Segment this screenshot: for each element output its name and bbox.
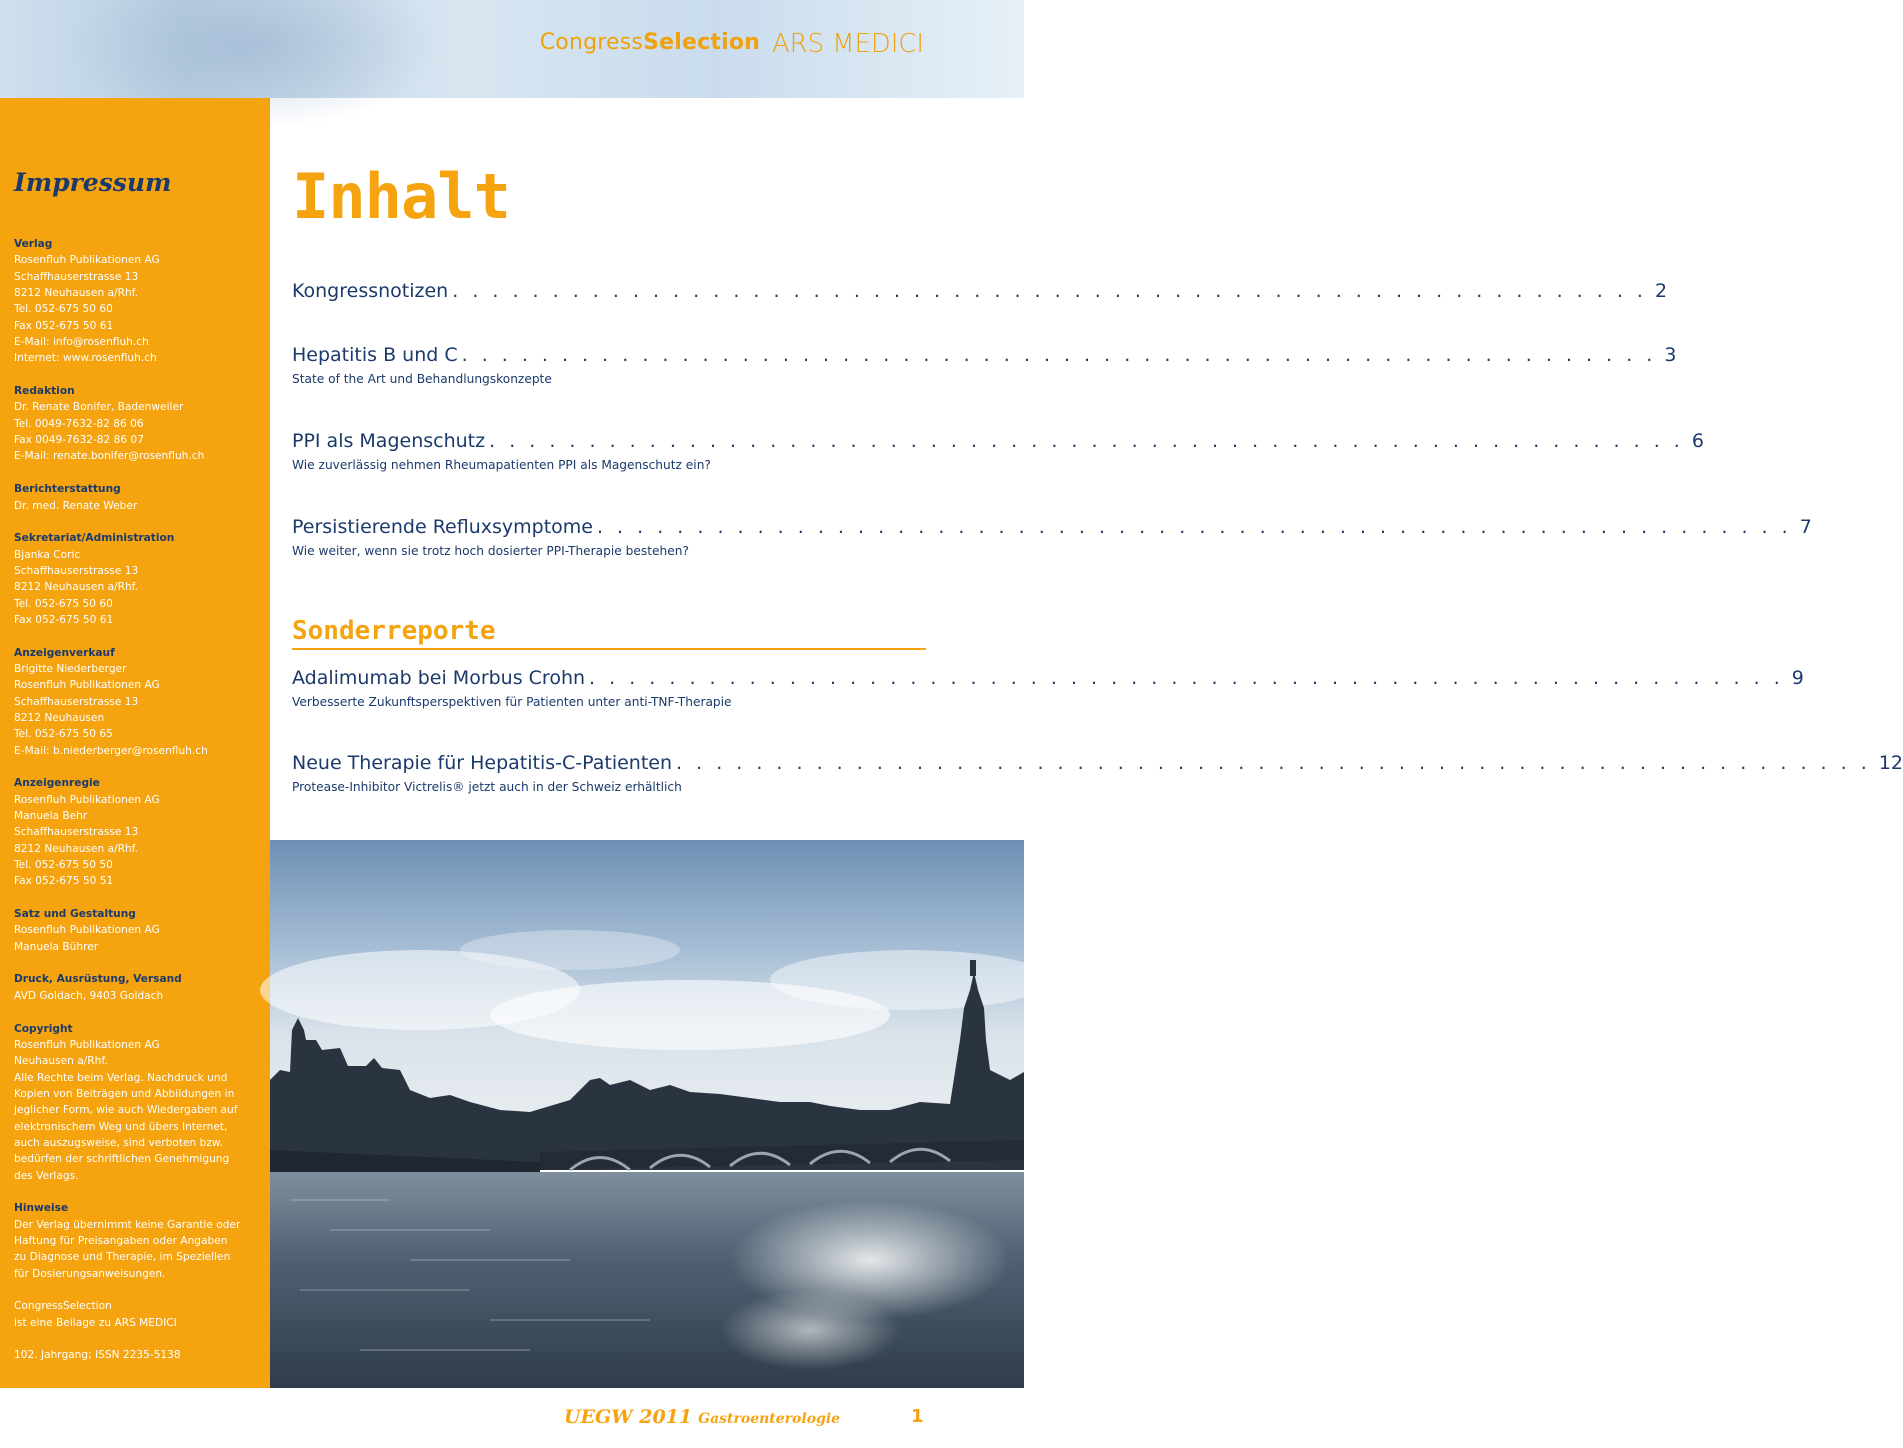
toc-leader-dots: . . . . . . . . . . . . . . . . . . . . . . . . . . . . . . . . . . . . . . . . . . . . . . . . . . . . . . . . . . . . xyxy=(596,516,1792,538)
toc-entry-title: Adalimumab bei Morbus Crohn xyxy=(292,667,586,689)
impressum-line: 8212 Neuhausen a/Rhf. xyxy=(14,287,138,300)
impressum-line: auch auszugsweise, sind verboten bzw. xyxy=(14,1136,223,1149)
impressum-section-heading: Anzeigenverkauf xyxy=(14,646,115,659)
impressum-line: Schaffhauserstrasse 13 xyxy=(14,695,139,708)
toc-leader-dots: . . . . . . . . . . . . . . . . . . . . . . . . . . . . . . . . . . . . . . . . . . . . . . . . . . . . . . . . . . . . xyxy=(676,752,1871,774)
toc-page-number: 7 xyxy=(1799,516,1812,538)
impressum-line: Dr. med. Renate Weber xyxy=(14,499,138,512)
impressum-section xyxy=(14,971,264,1004)
impressum-line: Rosenfluh Publikationen AG xyxy=(14,254,160,267)
toc-entry-title: Hepatitis B und C xyxy=(292,344,458,366)
ars-medici-logo-text: ARS MEDICI xyxy=(772,29,924,59)
impressum-line: Bjanka Coric xyxy=(14,548,81,561)
impressum-line: 8212 Neuhausen xyxy=(14,711,105,724)
toc-entry-title: Persistierende Refluxsymptome xyxy=(292,516,593,538)
toc-entry-line xyxy=(292,280,1668,308)
impressum-line: Manuela Behr xyxy=(14,810,88,823)
toc-entry-subtitle: Wie zuverlässig nehmen Rheumapatienten PPI als Magenschutz ein? xyxy=(292,458,711,472)
impressum-line: Tel. 052-675 50 60 xyxy=(14,303,113,316)
impressum-line: E-Mail: renate.bonifer@rosenfluh.ch xyxy=(14,450,205,463)
impressum-section xyxy=(14,481,264,514)
impressum-line: CongressSelection xyxy=(14,1300,112,1313)
toc-entry-subtitle: Verbesserte Zukunftsperspektiven für Patienten unter anti-TNF-Therapie xyxy=(292,695,732,709)
toc-entry-line xyxy=(292,344,1677,372)
impressum-line: bedürfen der schriftlichen Genehmigung xyxy=(14,1153,230,1166)
toc-entry-title: PPI als Magenschutz xyxy=(292,430,486,452)
impressum-line: Tel. 052-675 50 50 xyxy=(14,859,113,872)
brand-logo: CongressSelection xyxy=(539,30,760,55)
toc-entry[interactable] xyxy=(292,752,1903,794)
impressum-section-heading: Verlag xyxy=(14,238,53,250)
impressum-line: Rosenfluh Publikationen AG xyxy=(14,793,160,806)
toc-leader-dots: . . . . . . . . . . . . . . . . . . . . . . . . . . . . . . . . . . . . . . . . . . . . . . . . . . . . . . . . . . . . xyxy=(589,667,1784,689)
impressum-line: Schaffhauserstrasse 13 xyxy=(14,826,139,839)
toc-entry-line xyxy=(292,516,1812,544)
impressum-section xyxy=(14,775,264,889)
impressum-line: AVD Goldach, 9403 Goldach xyxy=(14,989,164,1002)
impressum-line: Rosenfluh Publikationen AG xyxy=(14,924,160,937)
impressum-line: Dr. Renate Bonifer, Badenweiler xyxy=(14,401,184,414)
impressum-line: Der Verlag übernimmt keine Garantie oder xyxy=(14,1218,241,1231)
impressum-line: Neuhausen a/Rhf. xyxy=(14,1055,108,1068)
impressum-line: Tel. 052-675 50 60 xyxy=(14,597,113,610)
toc-entry[interactable] xyxy=(292,516,1812,558)
impressum-line: Alle Rechte beim Verlag. Nachdruck und xyxy=(14,1071,228,1084)
impressum-section xyxy=(14,906,264,955)
impressum-line: für Dosierungsanweisungen. xyxy=(14,1267,166,1280)
impressum-section-heading: Redaktion xyxy=(14,385,75,398)
toc-entry-line xyxy=(292,430,1704,458)
toc-leader-dots: . . . . . . . . . . . . . . . . . . . . . . . . . . . . . . . . . . . . . . . . . . . . . . . . . . . . . . . . . . . . xyxy=(489,430,1684,452)
toc-leader-dots: . . . . . . . . . . . . . . . . . . . . . . . . . . . . . . . . . . . . . . . . . . . . . . . . . . . . . . . . . . . . xyxy=(452,280,1647,302)
toc-entry-subtitle: Wie weiter, wenn sie trotz hoch dosierter PPI-Therapie bestehen? xyxy=(292,544,689,558)
impressum-line: elektronischem Weg und übers Internet, xyxy=(14,1120,228,1133)
toc-entry-subtitle: State of the Art und Behandlungskonzepte xyxy=(292,372,552,386)
impressum-line: Rosenfluh Publikationen AG xyxy=(14,1038,160,1051)
special-reports-heading: Sonderreporte xyxy=(292,616,926,650)
footer-event: UEGW 2011 xyxy=(564,1406,693,1428)
impressum-line: Haftung für Preisangaben oder Angaben xyxy=(14,1234,228,1247)
impressum-line: des Verlags. xyxy=(14,1169,79,1182)
toc-entry[interactable] xyxy=(292,344,1677,386)
toc-page-number: 2 xyxy=(1654,280,1668,302)
impressum-line: Manuela Bührer xyxy=(14,940,99,953)
photo-drawing xyxy=(270,840,1024,1388)
impressum-line: Fax 0049-7632-82 86 07 xyxy=(14,434,144,447)
impressum-line: 102. Jahrgang; ISSN 2235-5138 xyxy=(14,1349,181,1362)
impressum-section xyxy=(14,530,264,628)
impressum-line: jeglicher Form, wie auch Wiedergaben auf xyxy=(14,1104,238,1117)
toc-entry-subtitle: Protease-Inhibitor Victrelis® jetzt auch in der Schweiz erhältlich xyxy=(292,780,682,794)
impressum-section-heading: Sekretariat/Administration xyxy=(14,532,175,545)
impressum-section xyxy=(14,1021,264,1184)
toc-page-number: 3 xyxy=(1664,344,1677,366)
footer-page-number: 1 xyxy=(911,1406,924,1427)
page-title: Inhalt xyxy=(292,160,510,233)
toc-page-number: 12 xyxy=(1878,752,1903,774)
impressum-line: Fax 052-675 50 61 xyxy=(14,319,114,332)
impressum-line: Fax 052-675 50 61 xyxy=(14,613,114,626)
impressum-line: E-Mail: info@rosenfluh.ch xyxy=(14,336,149,349)
ars-medici-logo xyxy=(770,22,930,59)
impressum-section xyxy=(14,1298,264,1331)
impressum-section-heading: Berichterstattung xyxy=(14,483,121,496)
impressum-line: zu Diagnose und Therapie, im Speziellen xyxy=(14,1251,231,1264)
impressum-line: 8212 Neuhausen a/Rhf. xyxy=(14,842,138,855)
toc-page-number: 6 xyxy=(1691,430,1704,452)
impressum-line: Kopien von Beiträgen und Abbildungen in xyxy=(14,1087,235,1100)
impressum-section-heading: Satz und Gestaltung xyxy=(14,908,136,921)
impressum-section xyxy=(14,645,264,759)
impressum-line: E-Mail: b.niederberger@rosenfluh.ch xyxy=(14,744,208,757)
impressum-section-heading: Druck, Ausrüstung, Versand xyxy=(14,973,182,986)
impressum-line: Schaffhauserstrasse 13 xyxy=(14,564,139,577)
footer-topic: Gastroenterologie xyxy=(698,1411,841,1427)
toc-entry[interactable] xyxy=(292,667,1804,709)
impressum-line: Tel. 052-675 50 65 xyxy=(14,728,113,741)
impressum-section xyxy=(14,1347,264,1363)
impressum-line: 8212 Neuhausen a/Rhf. xyxy=(14,581,138,594)
impressum-title: Impressum xyxy=(14,168,172,197)
impressum-line: Brigitte Niederberger xyxy=(14,662,127,675)
impressum-line: ist eine Beilage zu ARS MEDICI xyxy=(14,1316,177,1329)
toc-entry-title: Kongressnotizen xyxy=(292,280,449,302)
toc-entry[interactable] xyxy=(292,280,1668,308)
toc-entry-title: Neue Therapie für Hepatitis-C-Patienten xyxy=(292,752,673,774)
toc-entry-line xyxy=(292,752,1903,780)
impressum-section-heading: Copyright xyxy=(14,1022,73,1035)
impressum-line: Schaffhauserstrasse 13 xyxy=(14,270,139,283)
impressum-section xyxy=(14,236,264,367)
impressum-line: Rosenfluh Publikationen AG xyxy=(14,679,160,692)
impressum-line: Internet: www.rosenfluh.ch xyxy=(14,352,157,365)
toc-entry[interactable] xyxy=(292,430,1704,472)
impressum-line: Fax 052-675 50 51 xyxy=(14,875,114,888)
impressum-line: Tel. 0049-7632-82 86 06 xyxy=(14,417,144,430)
impressum-section xyxy=(14,383,264,465)
toc-entry-line xyxy=(292,667,1804,695)
city-waterfront-photo xyxy=(270,840,1024,1388)
footer-publication xyxy=(564,1406,840,1428)
impressum-body xyxy=(14,236,264,1380)
impressum-section-heading: Anzeigenregie xyxy=(14,777,100,790)
impressum-section-heading: Hinweise xyxy=(14,1202,69,1215)
toc-page-number: 9 xyxy=(1791,667,1804,689)
impressum-section xyxy=(14,1200,264,1282)
toc-leader-dots: . . . . . . . . . . . . . . . . . . . . . . . . . . . . . . . . . . . . . . . . . . . . . . . . . . . . . . . . . . . . xyxy=(461,344,1657,366)
